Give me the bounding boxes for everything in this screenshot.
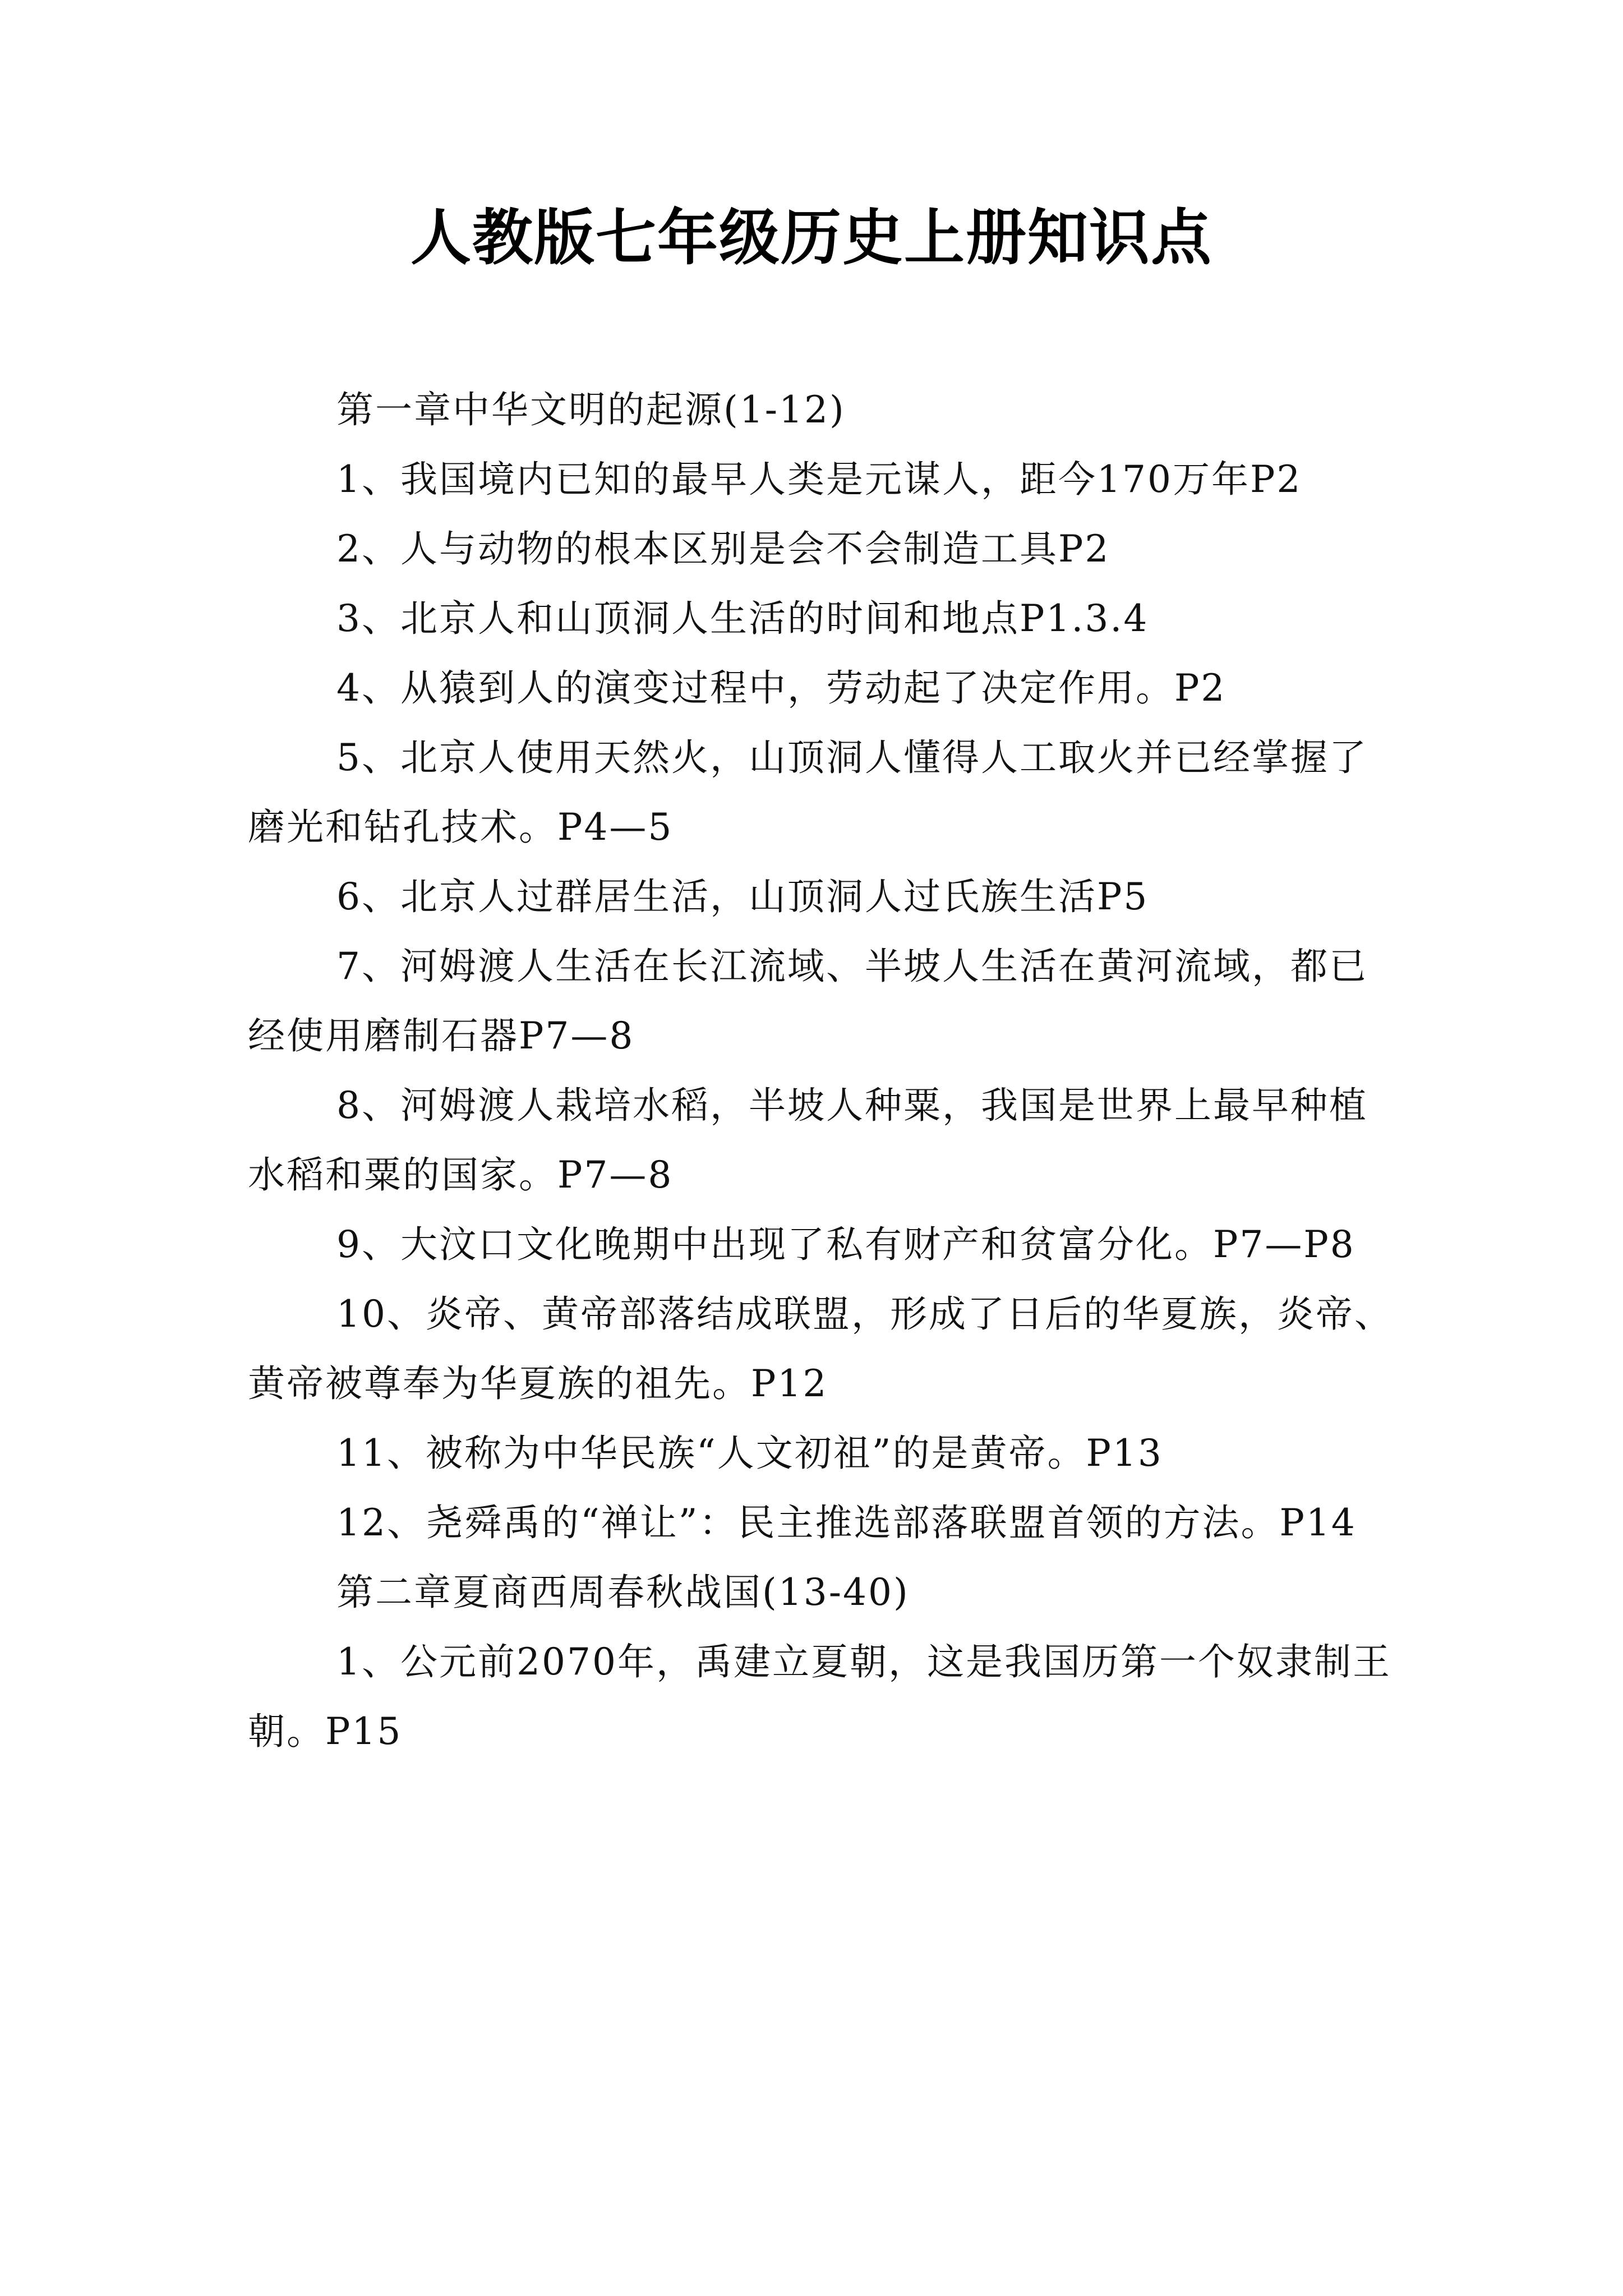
knowledge-point: 3、北京人和山顶洞人生活的时间和地点P1.3.4: [336, 597, 1149, 640]
knowledge-point: 1、公元前2070年，禹建立夏朝，这是我国历第一个奴隶制王朝。P15: [248, 1640, 1391, 1753]
knowledge-point: 1、我国境内已知的最早人类是元谋人，距今170万年P2: [336, 458, 1302, 501]
knowledge-point: 11、被称为中华民族“人文初祖”的是黄帝。P13: [336, 1432, 1163, 1475]
knowledge-point: 7、河姆渡人生活在长江流域、半坡人生活在黄河流域，都已经使用磨制石器P7—8: [248, 945, 1368, 1057]
knowledge-point: 6、北京人过群居生活，山顶洞人过氏族生活P5: [336, 875, 1149, 918]
knowledge-point: 4、从猿到人的演变过程中，劳动起了决定作用。P2: [336, 666, 1227, 710]
knowledge-point: 12、尧舜禹的“禅让”：民主推选部落联盟首领的方法。P14: [336, 1501, 1357, 1544]
knowledge-point: 10、炎帝、黄帝部落结成联盟，形成了日后的华夏族，炎帝、黄帝被尊奉为华夏族的祖先。P12: [248, 1292, 1393, 1405]
knowledge-point: 5、北京人使用天然火，山顶洞人懂得人工取火并已经掌握了磨光和钻孔技术。P4—5: [248, 736, 1368, 849]
chapter-heading: 第一章中华文明的起源(1-12): [336, 388, 846, 431]
knowledge-point: 2、人与动物的根本区别是会不会制造工具P2: [336, 527, 1110, 570]
chapter-heading: 第二章夏商西周春秋战国(13-40): [336, 1571, 910, 1614]
knowledge-point: 9、大汶口文化晚期中出现了私有财产和贫富分化。P7—P8: [336, 1223, 1355, 1266]
document-body: [248, 375, 1398, 1766]
knowledge-point: 8、河姆渡人栽培水稻，半坡人种粟，我国是世界上最早种植水稻和粟的国家。P7—8: [248, 1084, 1368, 1197]
document-title: 人教版七年级历史上册知识点: [410, 203, 1212, 273]
